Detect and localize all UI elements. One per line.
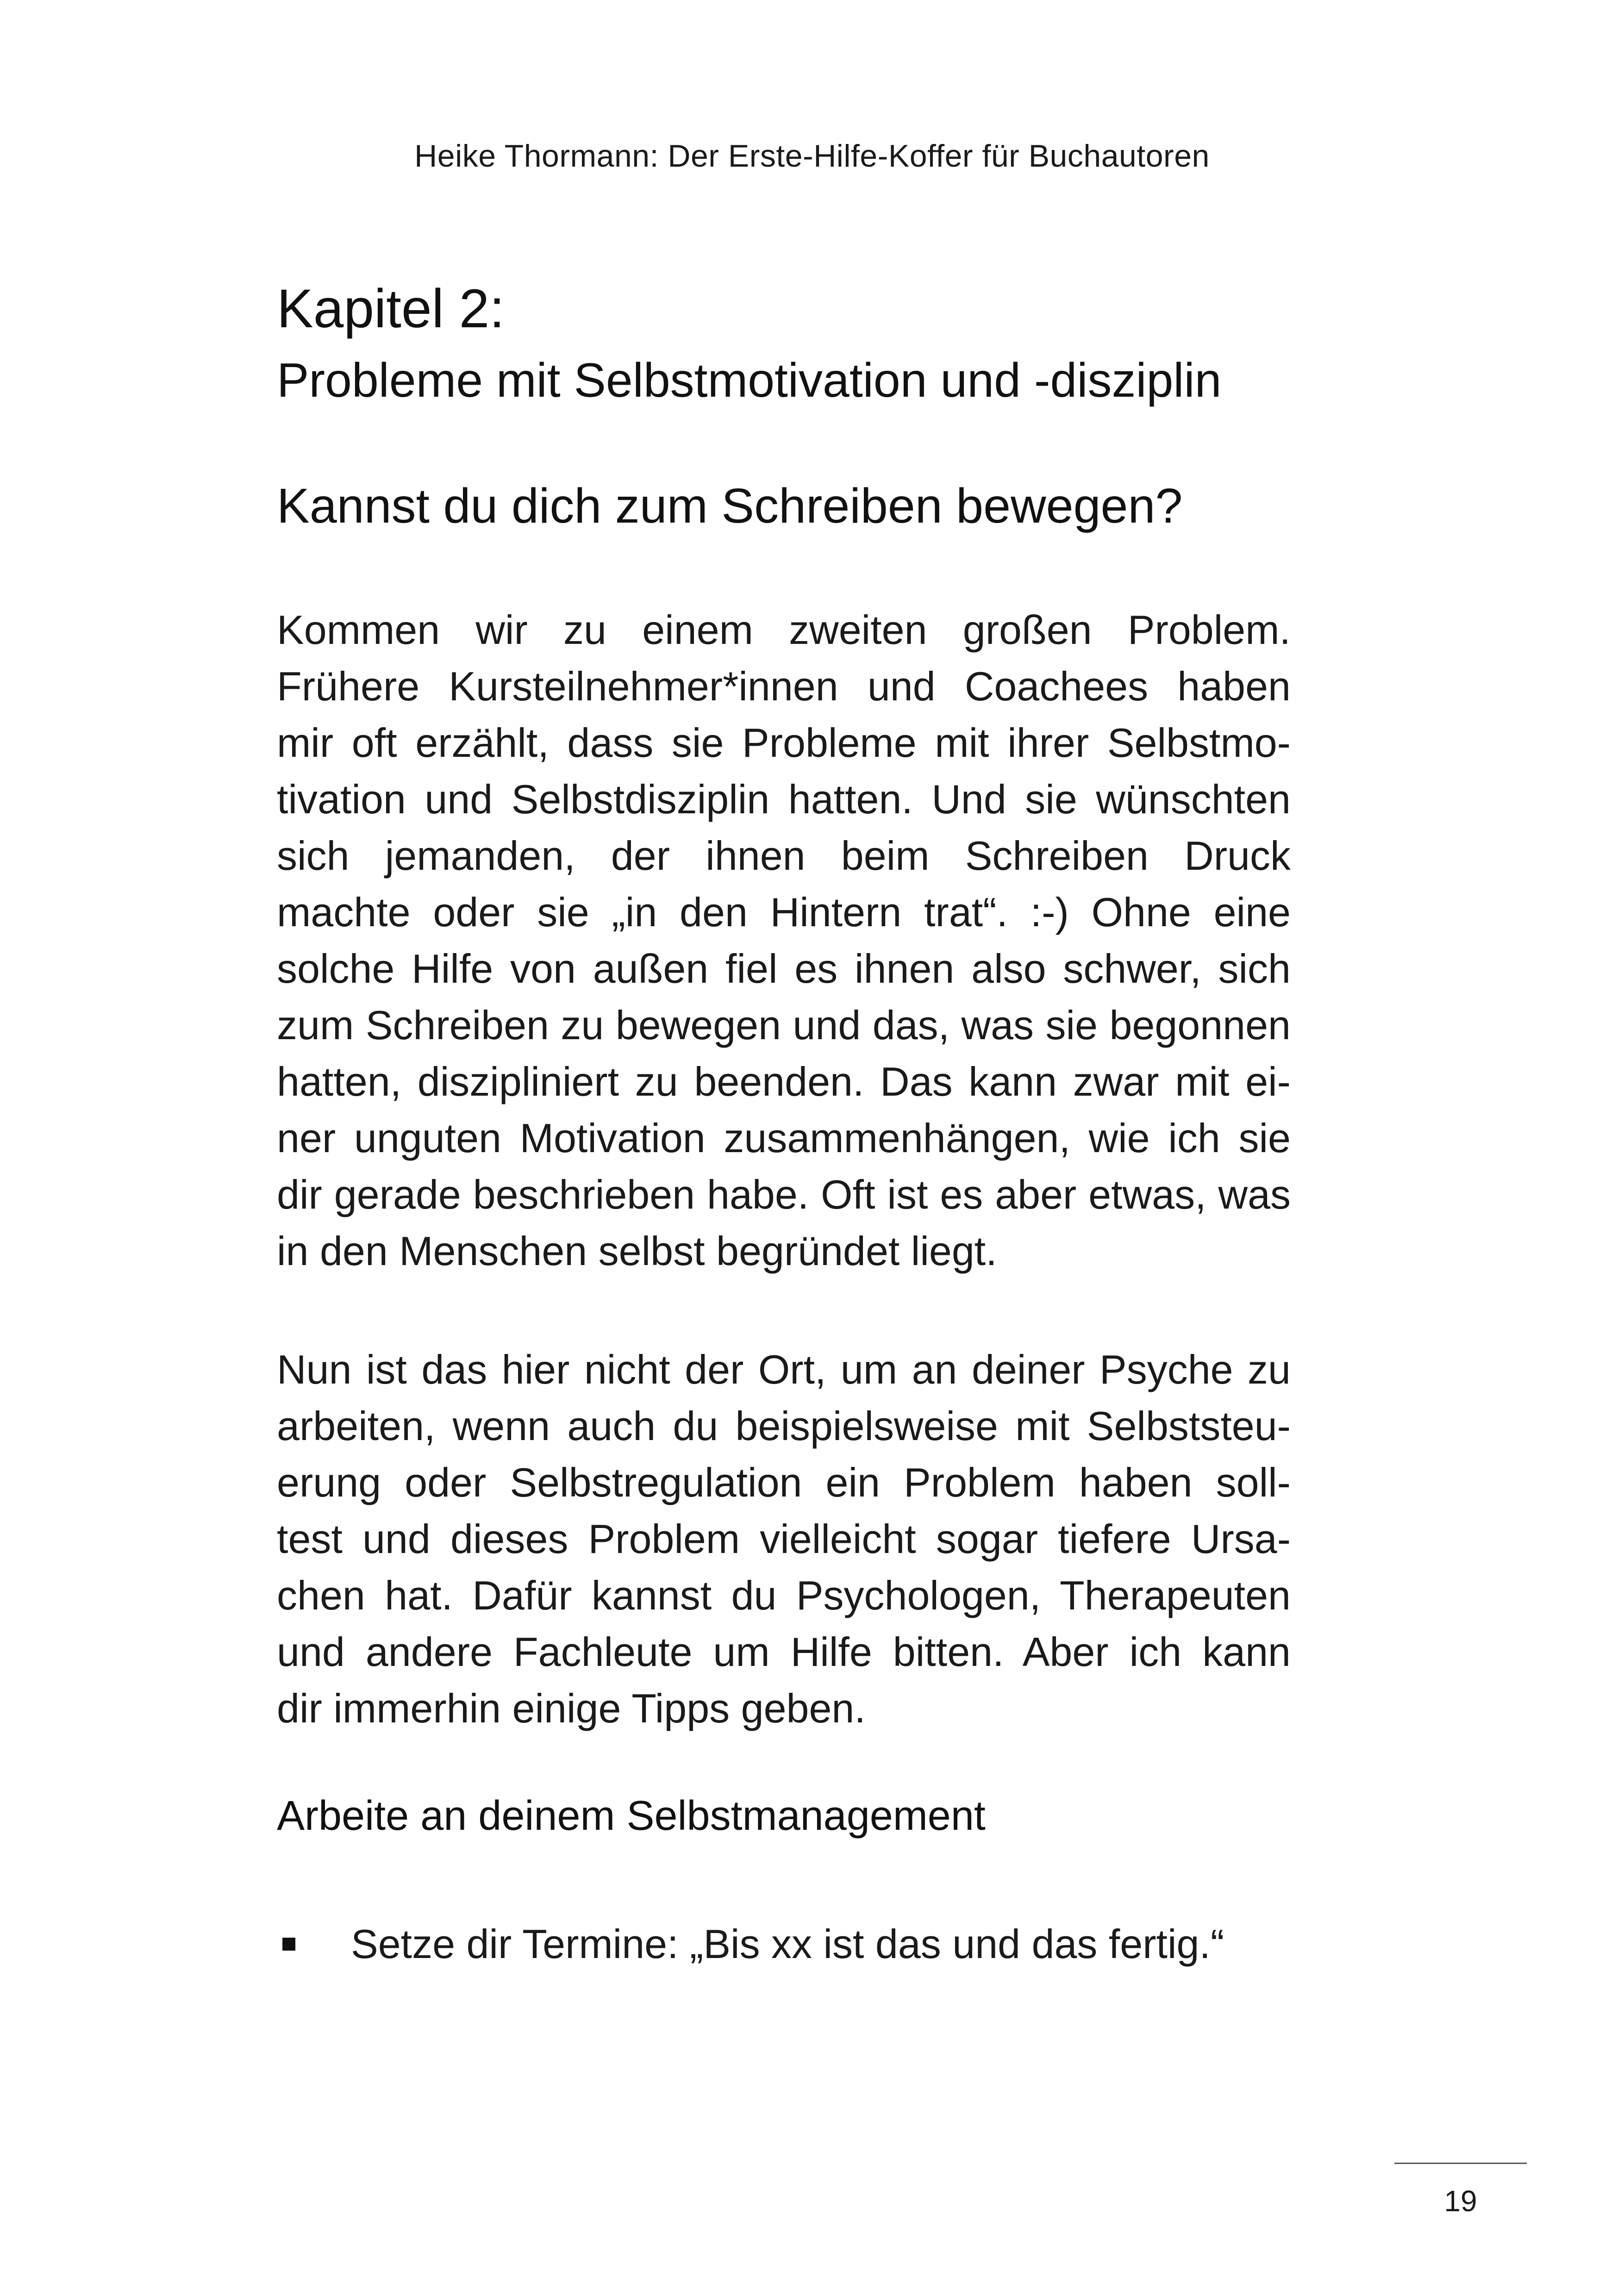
paragraph-line: erung oder Selbstregulation ein Problem haben soll- — [277, 1459, 1291, 1505]
paragraph-line: dir gerade beschrieben habe. Oft ist es aber etwas, was — [277, 1172, 1291, 1217]
paragraph-line: solche Hilfe von außen fiel es ihnen also schwer, sich — [277, 946, 1291, 992]
paragraph-line: ner unguten Motivation zusammenhängen, wie ich sie — [277, 1115, 1291, 1161]
paragraph-line: arbeiten, wenn auch du beispielsweise mit Selbststeu- — [277, 1403, 1291, 1449]
subsection-title: Arbeite an deinem Selbstmanagement — [277, 1793, 986, 1839]
body-paragraph — [277, 602, 1291, 1279]
footer-divider — [1394, 2163, 1527, 2164]
page-number: 19 — [1444, 2184, 1477, 2218]
body-paragraph — [277, 1341, 1291, 1737]
paragraph-line: chen hat. Dafür kannst du Psychologen, Therapeuten — [277, 1572, 1291, 1618]
section-title: Kannst du dich zum Schreiben bewegen? — [277, 479, 1183, 533]
paragraph-line: hatten, diszipliniert zu beenden. Das kann zwar mit ei- — [277, 1059, 1291, 1104]
paragraph-line: sich jemanden, der ihnen beim Schreiben Druck — [277, 833, 1291, 879]
paragraph-line: mir oft erzählt, dass sie Probleme mit ihrer Selbstmo- — [277, 720, 1291, 766]
paragraph-line: zum Schreiben zu bewegen und das, was sie begonnen — [277, 1002, 1291, 1048]
chapter-title: Kapitel 2: — [277, 278, 505, 339]
paragraph-line: test und dieses Problem vielleicht sogar tiefere Ursa- — [277, 1516, 1291, 1562]
paragraph-line: Frühere Kursteilnehmer*innen und Coachees haben — [277, 663, 1291, 709]
running-header: Heike Thormann: Der Erste-Hilfe-Koffer für Buchautoren — [414, 138, 1210, 174]
list-item — [277, 1916, 1318, 1972]
square-bullet-icon — [282, 1938, 295, 1951]
paragraph-line: und andere Fachleute um Hilfe bitten. Aber ich kann — [277, 1629, 1291, 1675]
paragraph-line: dir immerhin einige Tipps geben. — [277, 1685, 866, 1731]
paragraph-line: in den Menschen selbst begründet liegt. — [277, 1228, 997, 1274]
paragraph-line: Kommen wir zu einem zweiten großen Problem. — [277, 607, 1291, 653]
chapter-subtitle: Probleme mit Selbstmotivation und -disziplin — [277, 354, 1222, 407]
paragraph-line: machte oder sie „in den Hintern trat“. :-) Ohne eine — [277, 889, 1291, 935]
paragraph-line: Nun ist das hier nicht der Ort, um an deiner Psyche zu — [277, 1347, 1291, 1392]
paragraph-line: tivation und Selbstdisziplin hatten. Und sie wünschten — [277, 776, 1291, 822]
list-item-text: Setze dir Termine: „Bis xx ist das und das fertig.“ — [351, 1921, 1224, 1967]
